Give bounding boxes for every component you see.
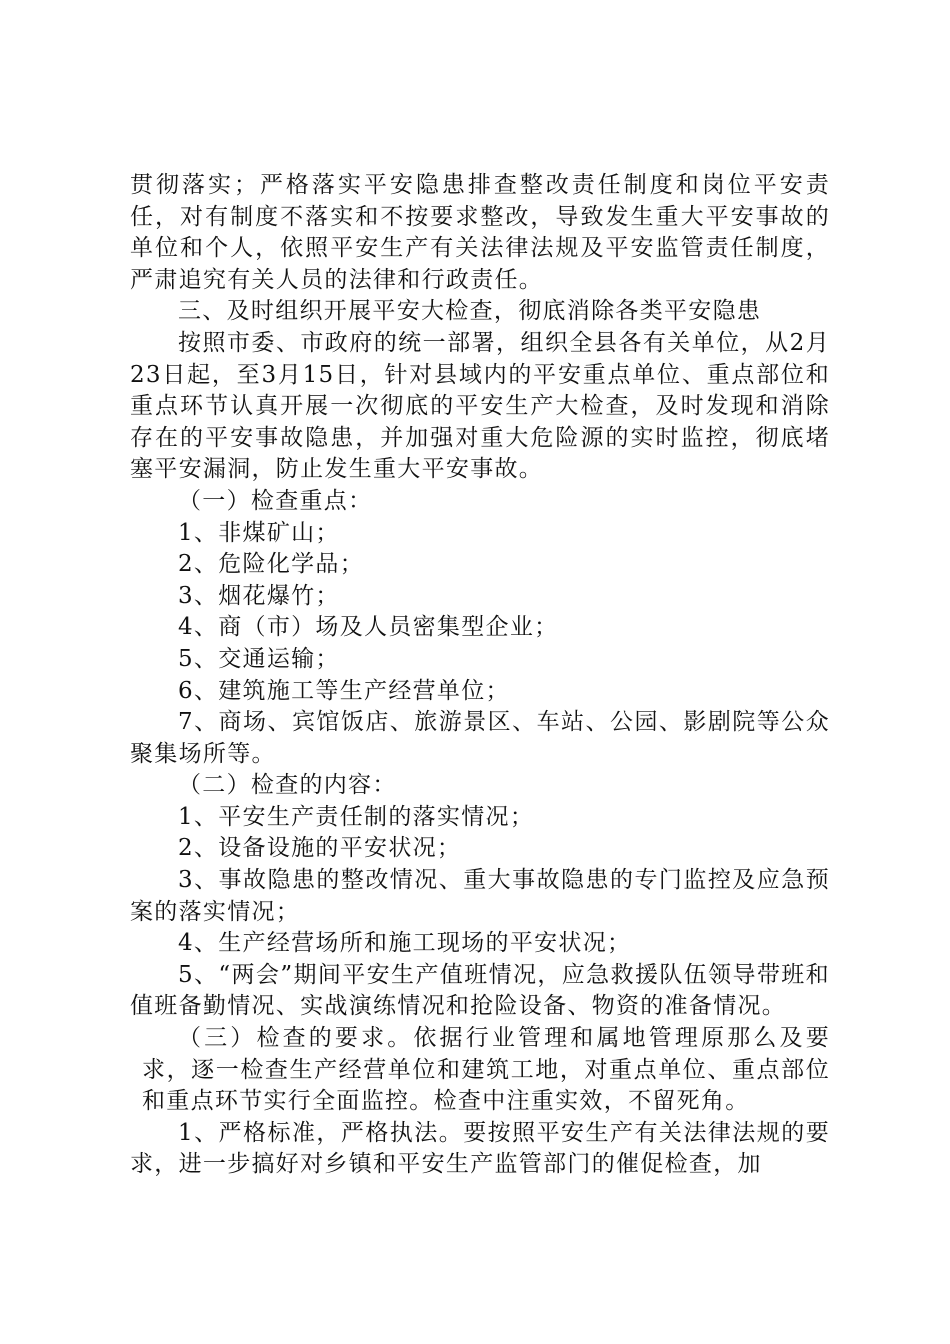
list-item-focus-6: 6、建筑施工等生产经营单位； [178, 677, 510, 704]
list-item-focus-3: 3、烟花爆竹； [178, 582, 340, 609]
paragraph-inspection-plan: 按照市委、市政府的统一部署，组织全县各有关单位，从2月23日起，至3月15日，针对县域内的平安重点单位、重点部位和重点环节认真开展一次彻底的平安生产大检查，及时发现和消除存在的平安事故隐患，并加强对重大危险源的实时监控，彻底堵塞平安漏洞，防止发生重大平安事故。 [130, 329, 830, 483]
list-item-content-4: 4、生产经营场所和施工现场的平安状况； [178, 930, 632, 957]
list-item-focus-2: 2、危险化学品； [178, 551, 365, 578]
subheading-inspection-content: （二）检查的内容： [178, 772, 397, 799]
paragraph-accountability: 贯彻落实；严格落实平安隐患排查整改责任制度和岗位平安责任，对有制度不落实和不按要求整改，导致发生重大平安事故的单位和个人，依照平安生产有关法律法规及平安监管责任制度，严肃追究有关人员的法律和行政责任。 [130, 172, 830, 293]
list-item-focus-1: 1、非煤矿山； [178, 519, 340, 546]
list-item-content-3: 3、事故隐患的整改情况、重大事故隐患的专门监控及应急预案的落实情况； [130, 867, 830, 925]
subheading-inspection-focus: （一）检查重点： [178, 487, 373, 514]
list-item-content-2: 2、设备设施的平安状况； [178, 835, 462, 862]
list-item-focus-4: 4、商（市）场及人员密集型企业； [178, 614, 559, 641]
list-item-content-1: 1、平安生产责任制的落实情况； [178, 803, 535, 830]
document-body [130, 170, 830, 1181]
list-item-focus-5: 5、交通运输； [178, 645, 340, 672]
list-item-content-5: 5、“两会”期间平安生产值班情况，应急救援队伍领导带班和值班备勤情况、实战演练情况和抢险设备、物资的准备情况。 [130, 961, 830, 1020]
section-heading-three: 三、及时组织开展平安大检查，彻底消除各类平安隐患 [178, 298, 762, 325]
list-item-focus-7: 7、商场、宾馆饭店、旅游景区、车站、公园、影剧院等公众聚集场所等。 [130, 709, 830, 767]
paragraph-strict-standards: 1、严格标准，严格执法。要按照平安生产有关法律法规的要求，进一步搞好对乡镇和平安生产监管部门的催促检查，加 [130, 1119, 830, 1178]
paragraph-inspection-requirements: （三）检查的要求。依据行业管理和属地管理原那么及要求，逐一检查生产经营单位和建筑工地，对重点单位、重点部位和重点环节实行全面监控。检查中注重实效，不留死角。 [142, 1025, 830, 1115]
